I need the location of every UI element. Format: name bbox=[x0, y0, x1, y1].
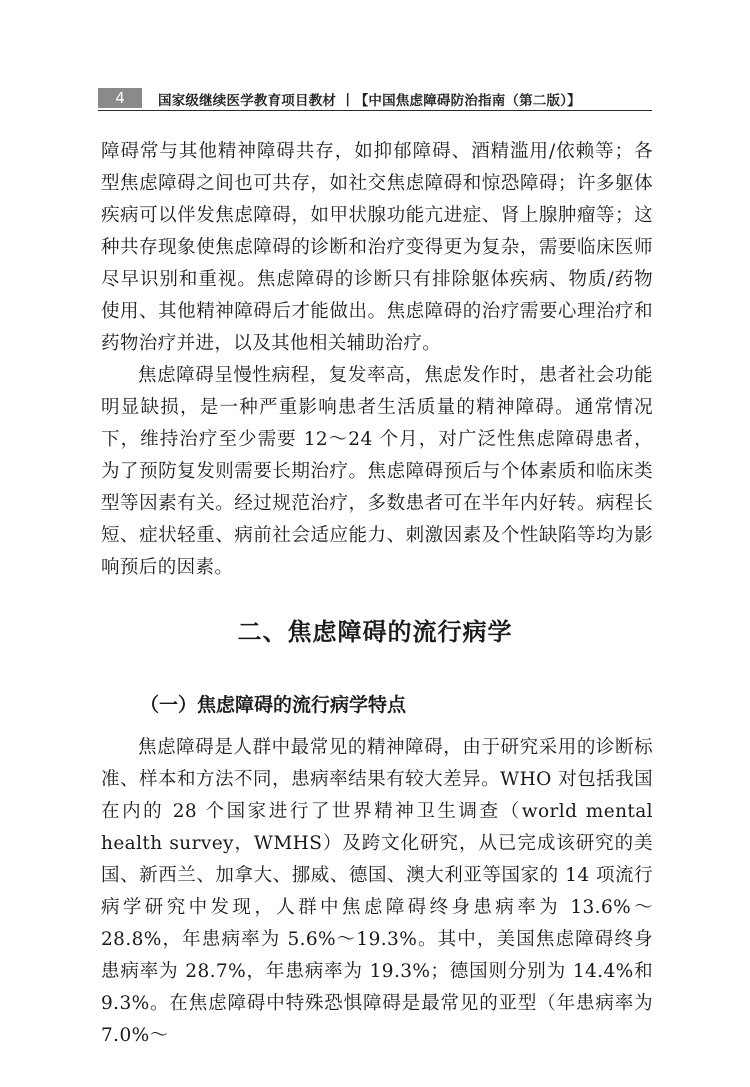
body-paragraph-3: 焦虑障碍是人群中最常见的精神障碍，由于研究采用的诊断标准、样本和方法不同，患病率结果有较大差异。WHO 对包括我国在内的 28 个国家进行了世界精神卫生调查（world mental health survey，WMHS）及跨文化研究，从已完成该研究的美国、新西兰、加拿大、挪威、德国、澳大利亚等国家的 14 项流行病学研究中发现，人群中焦虑障碍终身患病率为 13.6%～28.8%，年患病率为 5.6%～19.3%。其中，美国焦虑障碍终身患病率为 28.7%，年患病率为 19.3%；德国则分别为 14.4%和 9.3%。在焦虑障碍中特殊恐惧障碍是最常见的亚型（年患病率为 7.0%～ bbox=[101, 737, 653, 1046]
section-heading: 二、焦虑障碍的流行病学 bbox=[237, 618, 513, 646]
body-paragraph-2: 焦虑障碍呈慢性病程，复发率高，焦虑发作时，患者社会功能明显缺损，是一种严重影响患者生活质量的精神障碍。通常情况下，维持治疗至少需要 12～24 个月，对广泛性焦虑障碍患者，为了预防复发则需要长期治疗。焦虑障碍预后与个体素质和临床类型等因素有关。经过规范治疗，多数患者可在半年内好转。病程长短、症状轻重、病前社会适应能力、刺激因素及个性缺陷等均为影响预后的因素。 bbox=[101, 365, 653, 578]
running-header bbox=[98, 88, 652, 111]
subsection-heading: （一）焦虑障碍的流行病学特点 bbox=[140, 694, 407, 716]
page-number: 4 bbox=[98, 88, 142, 108]
body-paragraph-1: 障碍常与其他精神障碍共存，如抑郁障碍、酒精滥用/依赖等；各型焦虑障碍之间也可共存，如社交焦虑障碍和惊恐障碍；许多躯体疾病可以伴发焦虑障碍，如甲状腺功能亢进症、肾上腺肿瘤等；这种共存现象使焦虑障碍的诊断和治疗变得更为复杂，需要临床医师尽早识别和重视。焦虑障碍的诊断只有排除躯体疾病、物质/药物使用、其他精神障碍后才能做出。焦虑障碍的治疗需要心理治疗和药物治疗并进，以及其他相关辅助治疗。 bbox=[101, 141, 653, 354]
running-title: 国家级继续医学教育项目教材 丨【中国焦虑障碍防治指南（第二版）】 bbox=[158, 93, 581, 109]
